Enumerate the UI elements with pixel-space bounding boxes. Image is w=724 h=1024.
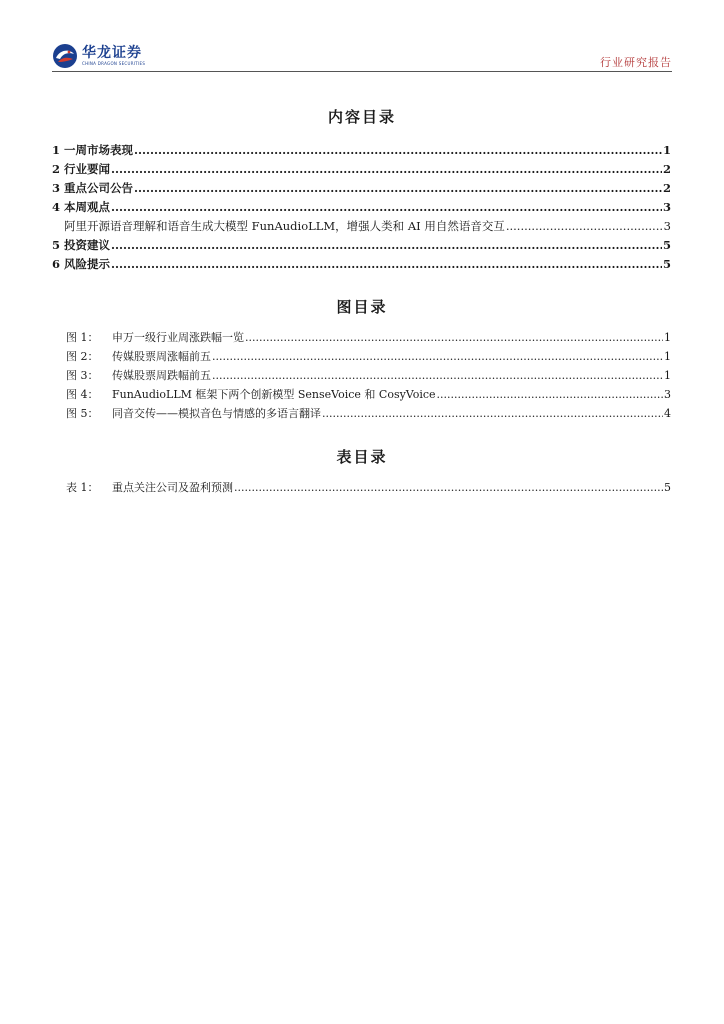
header-divider: [52, 71, 672, 72]
toc-entry-label: 3 重点公司公告: [52, 181, 134, 195]
figure-entry-label: 同音交传——模拟音色与情感的多语言翻译: [112, 407, 321, 420]
toc-entry-label: 1 一周市场表现: [52, 143, 134, 157]
report-type-label: 行业研究报告: [600, 56, 672, 69]
table-entry-page: 5: [664, 481, 671, 494]
figure-entry-page: 3: [664, 388, 671, 401]
dragon-logo-icon: [52, 43, 78, 69]
toc-entry-label: 6 风险提示: [52, 257, 111, 271]
figure-entry-label: FunAudioLLM 框架下两个创新模型 SenseVoice 和 CosyVoice: [112, 388, 436, 401]
toc-entry-page: 2: [662, 162, 671, 176]
table-list-title: 表目录: [336, 448, 388, 466]
toc-entry-label: 4 本周观点: [52, 200, 111, 214]
toc-entry[interactable]: [52, 142, 671, 158]
figure-caption-number: 图 2：: [66, 350, 99, 363]
toc-entry-label: 5 投资建议: [52, 238, 111, 252]
toc-entry[interactable]: [52, 256, 671, 272]
figure-entry-label: 申万一级行业周涨跌幅一览: [112, 331, 244, 344]
figure-entry-label: 传媒股票周跌幅前五: [112, 369, 211, 382]
figure-entry-page: 1: [664, 331, 671, 344]
logo-chinese-name: 华龙证券: [82, 45, 142, 61]
figure-entry-label: 传媒股票周涨幅前五: [112, 350, 211, 363]
toc-entry-page: 5: [662, 238, 671, 252]
toc-entry-page: 2: [662, 181, 671, 195]
figure-entry[interactable]: [66, 368, 671, 384]
logo-english-name: CHINA DRAGON SECURITIES: [82, 61, 146, 66]
figure-caption-number: 图 4：: [66, 388, 99, 401]
toc-entry-page: 5: [662, 257, 671, 271]
table-caption-number: 表 1：: [66, 481, 99, 494]
toc-entry-page: 1: [662, 143, 671, 157]
toc-entry[interactable]: [52, 237, 671, 253]
figure-list-title: 图目录: [336, 298, 388, 316]
figure-entry[interactable]: [66, 330, 671, 346]
table-entry[interactable]: [66, 480, 671, 496]
figure-entry-page: 1: [664, 369, 671, 382]
toc-title: 内容目录: [327, 108, 396, 126]
figure-caption-number: 图 5：: [66, 407, 99, 420]
figure-entry[interactable]: [66, 406, 671, 422]
figure-entry[interactable]: [66, 349, 671, 365]
figure-caption-number: 图 1：: [66, 331, 99, 344]
toc-subentry[interactable]: [52, 218, 671, 234]
toc-entry-label: 2 行业要闻: [52, 162, 111, 176]
toc-entry[interactable]: [52, 199, 671, 215]
table-entry-label: 重点关注公司及盈利预测: [112, 481, 233, 494]
toc-entry[interactable]: [52, 161, 671, 177]
figure-caption-number: 图 3：: [66, 369, 99, 382]
company-logo: [52, 42, 145, 70]
toc-entry-page: 3: [662, 200, 671, 214]
figure-entry[interactable]: [66, 387, 671, 403]
toc-entry-label: 阿里开源语音理解和语音生成大模型 FunAudioLLM，增强人类和 AI 用自然语音交互: [64, 219, 505, 233]
figure-entry-page: 4: [664, 407, 671, 420]
toc-entry-page: 3: [663, 219, 671, 233]
page-header: [52, 42, 672, 72]
figure-entry-page: 1: [664, 350, 671, 363]
toc-entry[interactable]: [52, 180, 671, 196]
